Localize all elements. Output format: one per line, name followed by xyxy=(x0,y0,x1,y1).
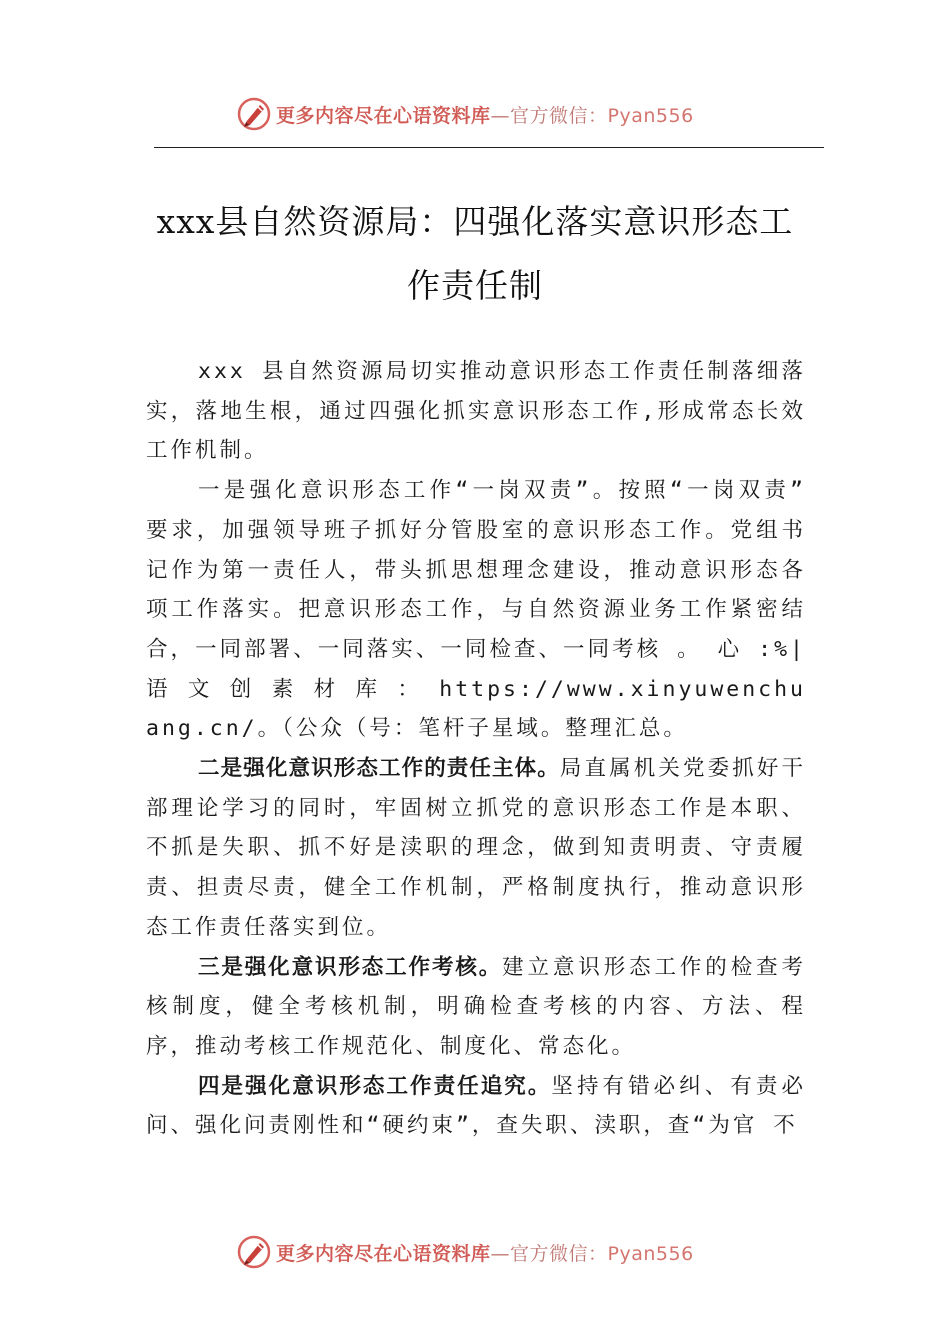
paragraph xyxy=(146,948,806,1067)
paragraph-text: 坚持有错必纠、有责必问、强化问责刚性和“硬约束”，查失职、渎职，查“为官 不 xyxy=(146,1073,806,1139)
banner-dash: — xyxy=(490,104,511,127)
paragraph-lead: 四是强化意识形态工作责任追究。 xyxy=(198,1073,552,1099)
banner-dash: — xyxy=(490,1242,511,1265)
banner-account: Pyan556 xyxy=(607,104,694,127)
banner-prefix: 更多内容尽在心语资料库 xyxy=(276,104,491,127)
pen-logo-icon xyxy=(236,1234,272,1270)
paragraph xyxy=(146,352,806,471)
header-divider xyxy=(154,147,824,148)
paragraph-lead: 三是强化意识形态工作考核。 xyxy=(198,954,503,980)
banner-text xyxy=(276,1239,694,1266)
header-banner xyxy=(236,94,694,134)
paragraph xyxy=(146,749,806,948)
paragraph-text: xxx 县自然资源局切实推动意识形态工作责任制落细落实，落地生根，通过四强化抓实意识形态工作,形成常态长效工作机制。 xyxy=(146,359,806,464)
paragraph xyxy=(146,1067,806,1146)
banner-text xyxy=(276,101,694,128)
paragraph-text: 局直属机关党委抓好干部理论学习的同时，牢固树立抓党的意识形态工作是本职、不抓是失职、抓不好是渎职的理念，做到知责明责、守责履责、担责尽责，健全工作机制，严格制度执行，推动意识形态工作责任落实到位。 xyxy=(146,756,806,940)
paragraph xyxy=(146,471,806,749)
paragraph-lead: 二是强化意识形态工作的责任主体。 xyxy=(198,756,560,782)
pen-logo-icon xyxy=(236,96,272,132)
paragraph-text: 建立意识形态工作的检查考核制度，健全考核机制，明确检查考核的内容、方法、程序，推动考核工作规范化、制度化、常态化。 xyxy=(146,954,806,1059)
banner-prefix: 更多内容尽在心语资料库 xyxy=(276,1242,491,1265)
footer-banner xyxy=(236,1232,694,1272)
banner-middle: 官方微信： xyxy=(510,104,608,127)
banner-middle: 官方微信： xyxy=(510,1242,608,1265)
document-body xyxy=(146,352,806,1146)
banner-account: Pyan556 xyxy=(607,1242,694,1265)
paragraph-text: 一是强化意识形态工作“一岗双责”。按照“一岗双责” 要求，加强领导班子抓好分管股室的意识形态工作。党组书记作为第一责任人，带头抓思想理念建设，推动意识形态各项工作落实。把意识形态工作，与自然资源业务工作紧密结合，一同部署、一同落实、一同检查、一同考核 。 心 :%| 语 文 创 素 材 库 ： https://www.xinyuwenchuang.cn/。（公众（号：笔杆子星域。整理汇总。 xyxy=(146,478,806,742)
document-title: xxx县自然资源局：四强化落实意识形态工作责任制 xyxy=(156,202,794,305)
